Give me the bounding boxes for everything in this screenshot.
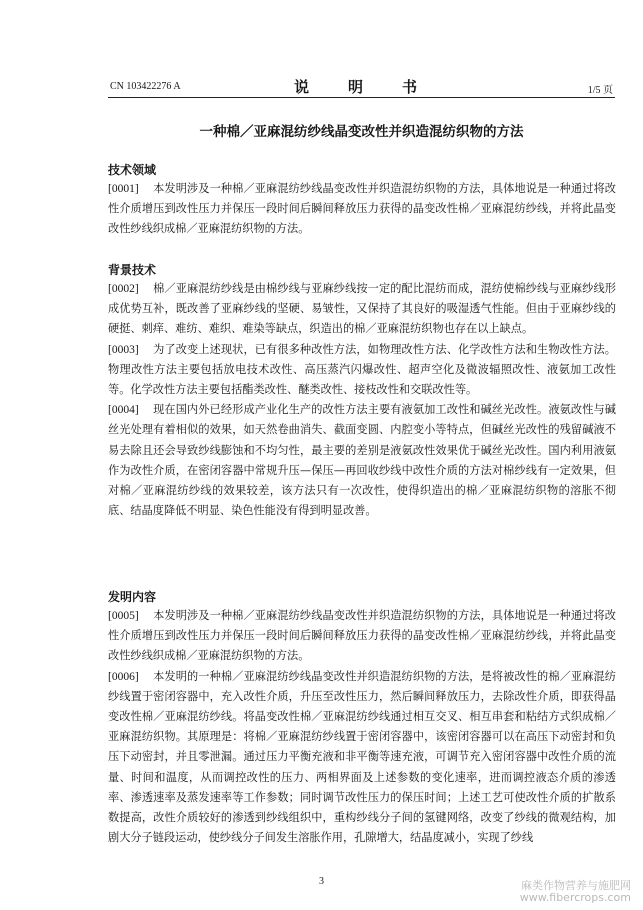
paragraph-text: 本发明的一种棉／亚麻混纺纱线晶变改性并织造混纺织物的方法，是将被改性的棉／亚麻混纺纱线置于密闭容器中，充入改性介质，升压至改性压力，然后瞬间释放压力，去除改性介质，即获得晶变改性棉／亚麻混纺纱线。将晶变改性棉／亚麻混纺纱线通过相互交叉、相互串套和粘结方式织成棉／亚麻混纺织物。其原理是：将棉／亚麻混纺纱线置于密闭容器中，该密闭容器可以在高压下动密封和负压下动密封，并且零泄漏。通过压力平衡充液和非平衡等速充液，可调节充入密闭容器中改性介质的流量、时间和温度，从而调控改性的压力、两相界面及上述参数的变化速率，进而调控液态介质的渗透率、渗透速率及蒸发速率等工作参数；同时调节改性压力的保压时间；上述工艺可使改性介质的扩散系数提高，改性介质较好的渗透到纱线组织中，重构纱线分子间的氢键网络，改变了纱线的微观结构，加剧大分子链段运动，使纱线分子间发生溶胀作用，孔隙增大，结晶度减小，实现了纱线 (108, 669, 616, 845)
watermark-url: www.fibercrops.com (519, 891, 631, 904)
section-heading: 发明内容 (108, 590, 157, 604)
paragraph-number: [0004] (108, 404, 139, 417)
paragraph (108, 279, 616, 340)
paragraph-number: [0002] (108, 283, 139, 295)
page-info: 1/5 页 (587, 85, 613, 96)
section-technical-field (108, 161, 616, 240)
paragraph-text: 本发明涉及一种棉／亚麻混纺纱线晶变改性并织造混纺织物的方法，具体地说是一种通过将改性介质增压到改性压力并保压一段时间后瞬间释放压力获得的晶变改性棉／亚麻混纺纱线，并将此晶变改性纱线织成棉／亚麻混纺织物的方法。 (108, 609, 616, 663)
paragraph-text: 现在国内外已经形成产业化生产的改性方法主要有液氨加工改性和碱丝光改性。液氨改性与碱丝光处理有着相似的效果，如天然卷曲消失、截面变圆、内腔变小等特点，但碱丝光改性的残留碱液不易去除且还会导致纱线膨蚀和不均匀性，最主要的差别是液氨改性效果优于碱丝光改性。国内利用液氨作为改性介质，在密闭容器中常规升压—保压—再回收纱线中改性介质的方法对棉纱线有一定效果，但对棉／亚麻混纺纱线的效果较差，该方法只有一次改性，使得织造出的棉／亚麻混纺织物的溶胀不彻底、结晶度降低不明显、染色性能没有得到明显改善。 (108, 403, 616, 518)
paragraph-number: [0006] (108, 670, 139, 683)
watermark-site-name: 麻类作物营养与施肥网 (521, 879, 631, 892)
paragraph-number: [0001] (108, 183, 139, 195)
paragraph-number: [0005] (108, 610, 139, 622)
paragraph (108, 400, 616, 521)
watermark (495, 880, 631, 904)
paragraph-number: [0003] (108, 343, 139, 356)
paragraph (108, 179, 616, 240)
section-heading: 技术领域 (108, 163, 157, 177)
paragraph-text: 本发明涉及一种棉／亚麻混纺纱线晶变改性并织造混纺织物的方法，具体地说是一种通过将改性介质增压到改性压力并保压一段时间后瞬间释放压力获得的晶变改性棉／亚麻混纺纱线，并将此晶变改性纱线织成棉／亚麻混纺织物的方法。 (108, 182, 616, 236)
page-number: 3 (319, 876, 324, 887)
section-heading: 背景技术 (108, 263, 157, 277)
section-background (108, 261, 616, 521)
page-header (108, 75, 615, 98)
paragraph-text: 为了改变上述现状，已有很多种改性方法，如物理改性方法、化学改性方法和生物改性方法。物理改性方法主要包括放电技术改性、高压蒸汽闪爆改性、超声空化及微波辐照改性、液氨加工改性等。化学改性方法主要包括酯类改性、醚类改性、接枝改性和交联改性等。 (108, 342, 616, 397)
document-title: 一种棉／亚麻混纺纱线晶变改性并织造混纺织物的方法 (199, 124, 524, 140)
patent-number: CN 103422276 A (110, 81, 181, 92)
document-type: 说 明 书 (293, 78, 429, 96)
paragraph (108, 606, 616, 667)
paragraph-text: 棉／亚麻混纺纱线是由棉纱线与亚麻纱线按一定的配比混纺而成，混纺使棉纱线与亚麻纱线形成优势互补，既改善了亚麻纱线的坚硬、易皱性，又保持了其良好的吸湿透气性能。但由于亚麻纱线的硬挺、刺痒、难纺、难织、难染等缺点，织造出的棉／亚麻混纺织物也存在以上缺点。 (108, 282, 616, 336)
section-summary (108, 588, 616, 848)
paragraph (108, 340, 616, 401)
paragraph (108, 667, 616, 849)
